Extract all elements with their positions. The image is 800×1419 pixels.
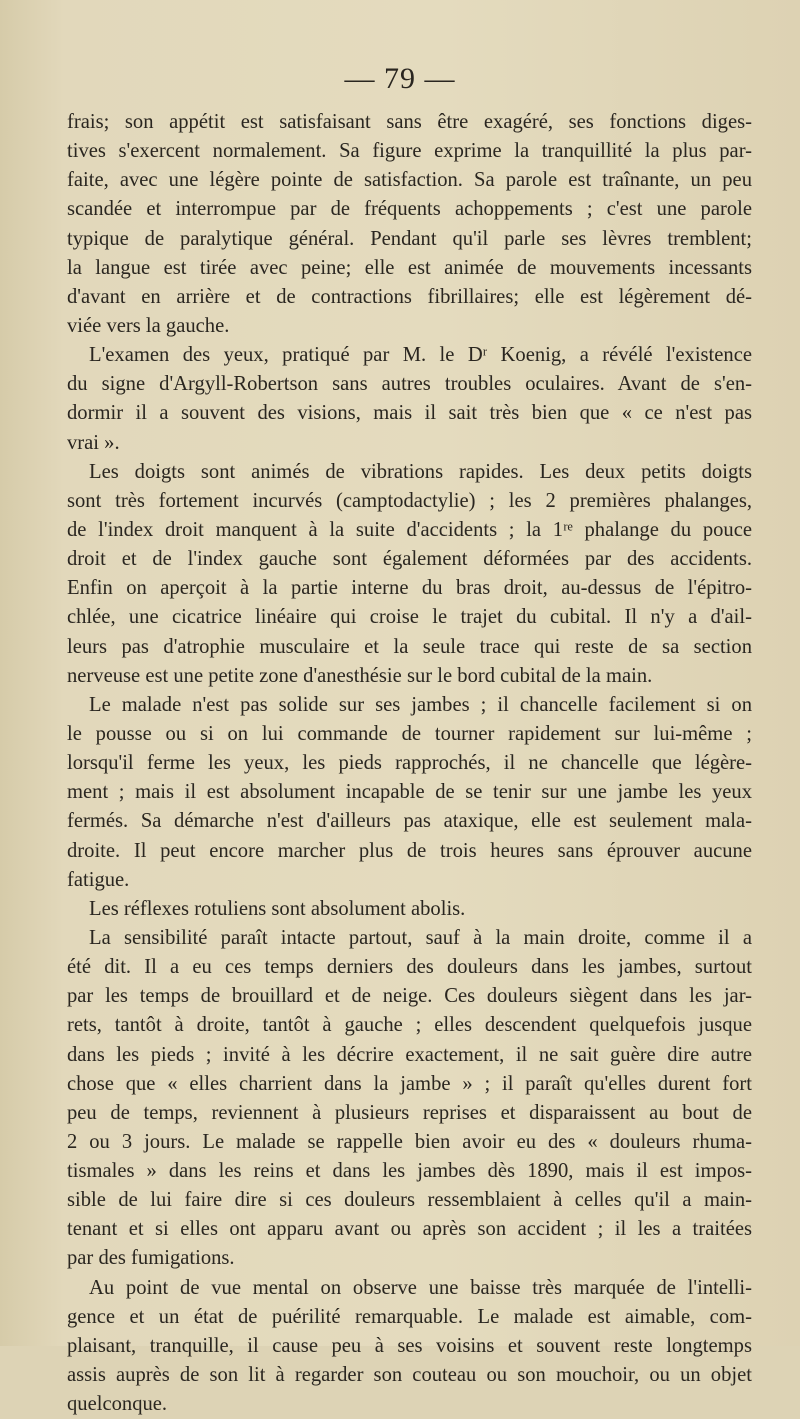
text-line: tismales » dans les reins et dans les jambes dès 1890, mais il est impos- — [67, 1160, 752, 1183]
text-line: assis auprès de son lit à regarder son couteau ou son mouchoir, ou un objet — [67, 1364, 752, 1387]
text-line: la langue est tirée avec peine; elle est animée de mouvements incessants — [67, 256, 752, 279]
text-line: Les réflexes rotuliens sont absolument abolis. — [89, 897, 466, 920]
text-line: vrai ». — [67, 431, 120, 454]
text-line: gence et un état de puérilité remarquable. Le malade est aimable, com- — [67, 1305, 752, 1328]
text-line: tives s'exercent normalement. Sa figure exprime la tranquillité la plus par- — [67, 140, 752, 163]
text-line: scandée et interrompue par de fréquents achoppements ; c'est une parole — [67, 198, 752, 221]
text-line: ment ; mais il est absolument incapable de se tenir sur une jambe les yeux — [67, 781, 752, 804]
text-line: peu de temps, reviennent à plusieurs reprises et disparaissent au bout de — [67, 1101, 752, 1124]
text-line: quelconque. — [67, 1393, 168, 1416]
text-line: chlée, une cicatrice linéaire qui croise le trajet du cubital. Il n'y a d'ail- — [67, 606, 752, 629]
text-line: viée vers la gauche. — [67, 314, 230, 337]
text-line: chose que « elles charrient dans la jambe » ; il paraît qu'elles durent fort — [67, 1072, 752, 1095]
text-line: été dit. Il a eu ces temps derniers des douleurs dans les jambes, surtout — [67, 956, 752, 979]
text-line: typique de paralytique général. Pendant qu'il parle ses lèvres tremblent; — [67, 227, 752, 250]
text-line: droite. Il peut encore marcher plus de trois heures sans éprouver aucune — [67, 839, 752, 862]
text-line: faite, avec une légère pointe de satisfaction. Sa parole est traînante, un peu — [67, 169, 752, 192]
text-line: Les doigts sont animés de vibrations rapides. Les deux petits doigts — [89, 460, 752, 483]
text-line: plaisant, tranquille, il cause peu à ses voisins et souvent reste longtemps — [67, 1334, 752, 1357]
text-line: sont très fortement incurvés (camptodactylie) ; les 2 premières phalanges, — [67, 489, 752, 512]
text-line: sible de lui faire dire si ces douleurs ressemblaient à celles qu'il a main- — [67, 1189, 752, 1212]
text-line: frais; son appétit est satisfaisant sans être exagéré, ses fonctions diges- — [67, 111, 752, 133]
text-line: par des fumigations. — [67, 1247, 235, 1270]
text-line: du signe d'Argyll-Robertson sans autres troubles oculaires. Avant de s'en- — [67, 373, 752, 396]
text-line: fatigue. — [67, 868, 130, 891]
text-line: dans les pieds ; invité à les décrire exactement, il ne sait guère dire autre — [67, 1043, 752, 1066]
text-line: lorsqu'il ferme les yeux, les pieds rapprochés, il ne chancelle que légère- — [67, 752, 752, 775]
text-line: nerveuse est une petite zone d'anesthésie sur le bord cubital de la main. — [67, 664, 653, 687]
text-line: Enfin on aperçoit à la partie interne du bras droit, au-dessus de l'épitro- — [67, 577, 752, 600]
text-line: par les temps de brouillard et de neige. Ces douleurs siègent dans les jar- — [67, 985, 752, 1008]
text-line: Au point de vue mental on observe une baisse très marquée de l'intelli- — [89, 1276, 752, 1299]
text-line: L'examen des yeux, pratiqué par M. le Dʳ Koenig, a révélé l'existence — [89, 344, 752, 367]
text-line: rets, tantôt à droite, tantôt à gauche ; elles descendent quelquefois jusque — [67, 1014, 752, 1037]
text-line: d'avant en arrière et de contractions fibrillaires; elle est légèrement dé- — [67, 285, 752, 308]
text-line: le pousse ou si on lui commande de tourner rapidement sur lui-même ; — [67, 722, 752, 745]
text-line: 2 ou 3 jours. Le malade se rappelle bien avoir eu des « douleurs rhuma- — [67, 1130, 752, 1153]
text-line: Le malade n'est pas solide sur ses jambes ; il chancelle facilement si on — [89, 693, 752, 716]
text-line: droit et de l'index gauche sont également déformées par des accidents. — [67, 548, 752, 571]
text-line: leurs pas d'atrophie musculaire et la seule trace qui reste de sa section — [67, 635, 752, 658]
text-line: tenant et si elles ont apparu avant ou après son accident ; il les a traitées — [67, 1218, 752, 1241]
page-number: — 79 — — [344, 62, 456, 95]
body-text — [67, 108, 752, 1419]
text-line: de l'index droit manquent à la suite d'accidents ; la 1ʳᵉ phalange du pouce — [67, 518, 752, 541]
text-line: dormir il a souvent des visions, mais il sait très bien que « ce n'est pas — [67, 402, 752, 425]
text-line: fermés. Sa démarche n'est d'ailleurs pas ataxique, elle est seulement mala- — [67, 810, 752, 833]
text-line: La sensibilité paraît intacte partout, sauf à la main droite, comme il a — [89, 926, 752, 949]
